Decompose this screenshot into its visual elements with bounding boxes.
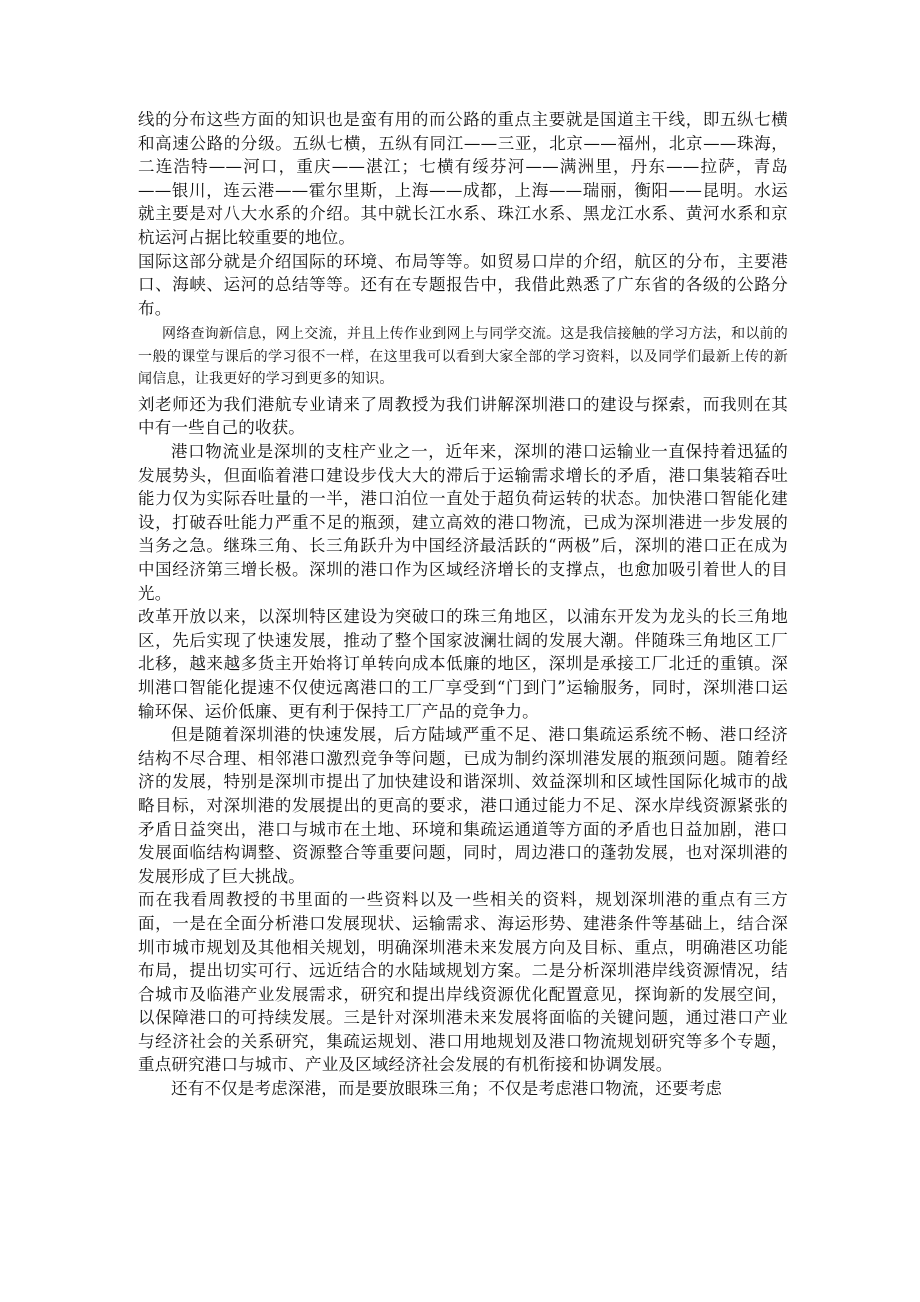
paragraph-highway-waterway: 线的分布这些方面的知识也是蛮有用的而公路的重点主要就是国道主干线，即五纵七横和高速公路的分级。五纵七横，五纵有同江——三亚，北京——福州，北京——珠海，二连浩特——河口，重庆——湛江；七横有绥芬河——满洲里，丹东——拉萨，青岛——银川，连云港——霍尔里斯，上海——成都，上海——瑞丽，衡阳——昆明。水运就主要是对八大水系的介绍。其中就长江水系、珠江水系、黑龙江水系、黄河水系和京杭运河占据比较重要的地位。	[138, 110, 788, 247]
paragraph-planning-focus: 而在我看周教授的书里面的一些资料以及一些相关的资料，规划深圳港的重点有三方面，一是在全面分析港口发展现状、运输需求、海运形势、建港条件等基础上，结合深圳市城市规划及其他相关规划，明确深圳港未来发展方向及目标、重点，明确港区功能布局，提出切实可行、远近结合的水陆域规划方案。二是分析深圳港岸线资源情况，结合城市及临港产业发展需求，研究和提出岸线资源优化配置意见，探询新的发展空间，以保障港口的可持续发展。三是针对深圳港未来发展将面临的关键问题，通过港口产业与经济社会的关系研究，集疏运规划、港口用地规划及港口物流规划研究等多个专题，重点研究港口与城市、产业及区域经济社会发展的有机衔接和协调发展。	[138, 890, 788, 1075]
document-page	[138, 108, 788, 1101]
paragraph-online-learning: 网络查询新信息，网上交流，并且上传作业到网上与同学交流。这是我信接触的学习方法，和以前的一般的课堂与课后的学习很不一样，在这里我可以看到大家全部的学习资料，以及同学们最新上传的新闻信息，让我更好的学习到更多的知识。	[138, 326, 788, 388]
paragraph-continuation: 还有不仅是考虑深港，而是要放眼珠三角；不仅是考虑港口物流，还要考虑	[171, 1079, 723, 1099]
paragraph-reform-opening: 改革开放以来，以深圳特区建设为突破口的珠三角地区，以浦东开发为龙头的长三角地区，先后实现了快速发展，推动了整个国家波澜壮阔的发展大潮。伴随珠三角地区工厂北移，越来越多货主开始将订单转向成本低廉的地区，深圳是承接工厂北迁的重镇。深圳港口智能化提速不仅使远离港口的工厂享受到“门到门”运输服务，同时，深圳港口运输环保、运价低廉、更有利于保持工厂产品的竞争力。	[138, 607, 788, 721]
paragraph-port-problems: 但是随着深圳港的快速发展，后方陆域严重不足、港口集疏运系统不畅、港口经济结构不尽合理、相邻港口激烈竞争等问题，已成为制约深圳港发展的瓶颈问题。随着经济的发展，特别是深圳市提出了加快建设和谐深圳、效益深圳和区域性国际化城市的战略目标，对深圳港的发展提出的更高的要求，港口通过能力不足、深水岸线资源紧张的矛盾日益突出，港口与城市在土地、环境和集疏运通道等方面的矛盾也日益加剧，港口发展面临结构调整、资源整合等重要问题，同时，周边港口的蓬勃发展，也对深圳港的发展形成了巨大挑战。	[138, 725, 788, 886]
paragraph-international: 国际这部分就是介绍国际的环境、布局等等。如贸易口岸的介绍，航区的分布，主要港口、海峡、运河的总结等等。还有在专题报告中，我借此熟悉了广东省的各级的公路分布。	[138, 251, 788, 318]
paragraph-professor-intro: 刘老师还为我们港航专业请来了周教授为我们讲解深圳港口的建设与探索，而我则在其中有一些自己的收获。	[138, 394, 788, 438]
paragraph-port-logistics: 港口物流业是深圳的支柱产业之一，近年来，深圳的港口运输业一直保持着迅猛的发展势头，但面临着港口建设步伐大大的滞后于运输需求增长的矛盾，港口集装箱吞吐能力仅为实际吞吐量的一半，港口泊位一直处于超负荷运转的状态。加快港口智能化建设，打破吞吐能力严重不足的瓶颈，建立高效的港口物流，已成为深圳港进一步发展的当务之急。继珠三角、长三角跃升为中国经济最活跃的“两极”后，深圳的港口正在成为中国经济第三增长极。深圳的港口作为区域经济增长的支撑点，也愈加吸引着世人的目光。	[138, 442, 788, 603]
